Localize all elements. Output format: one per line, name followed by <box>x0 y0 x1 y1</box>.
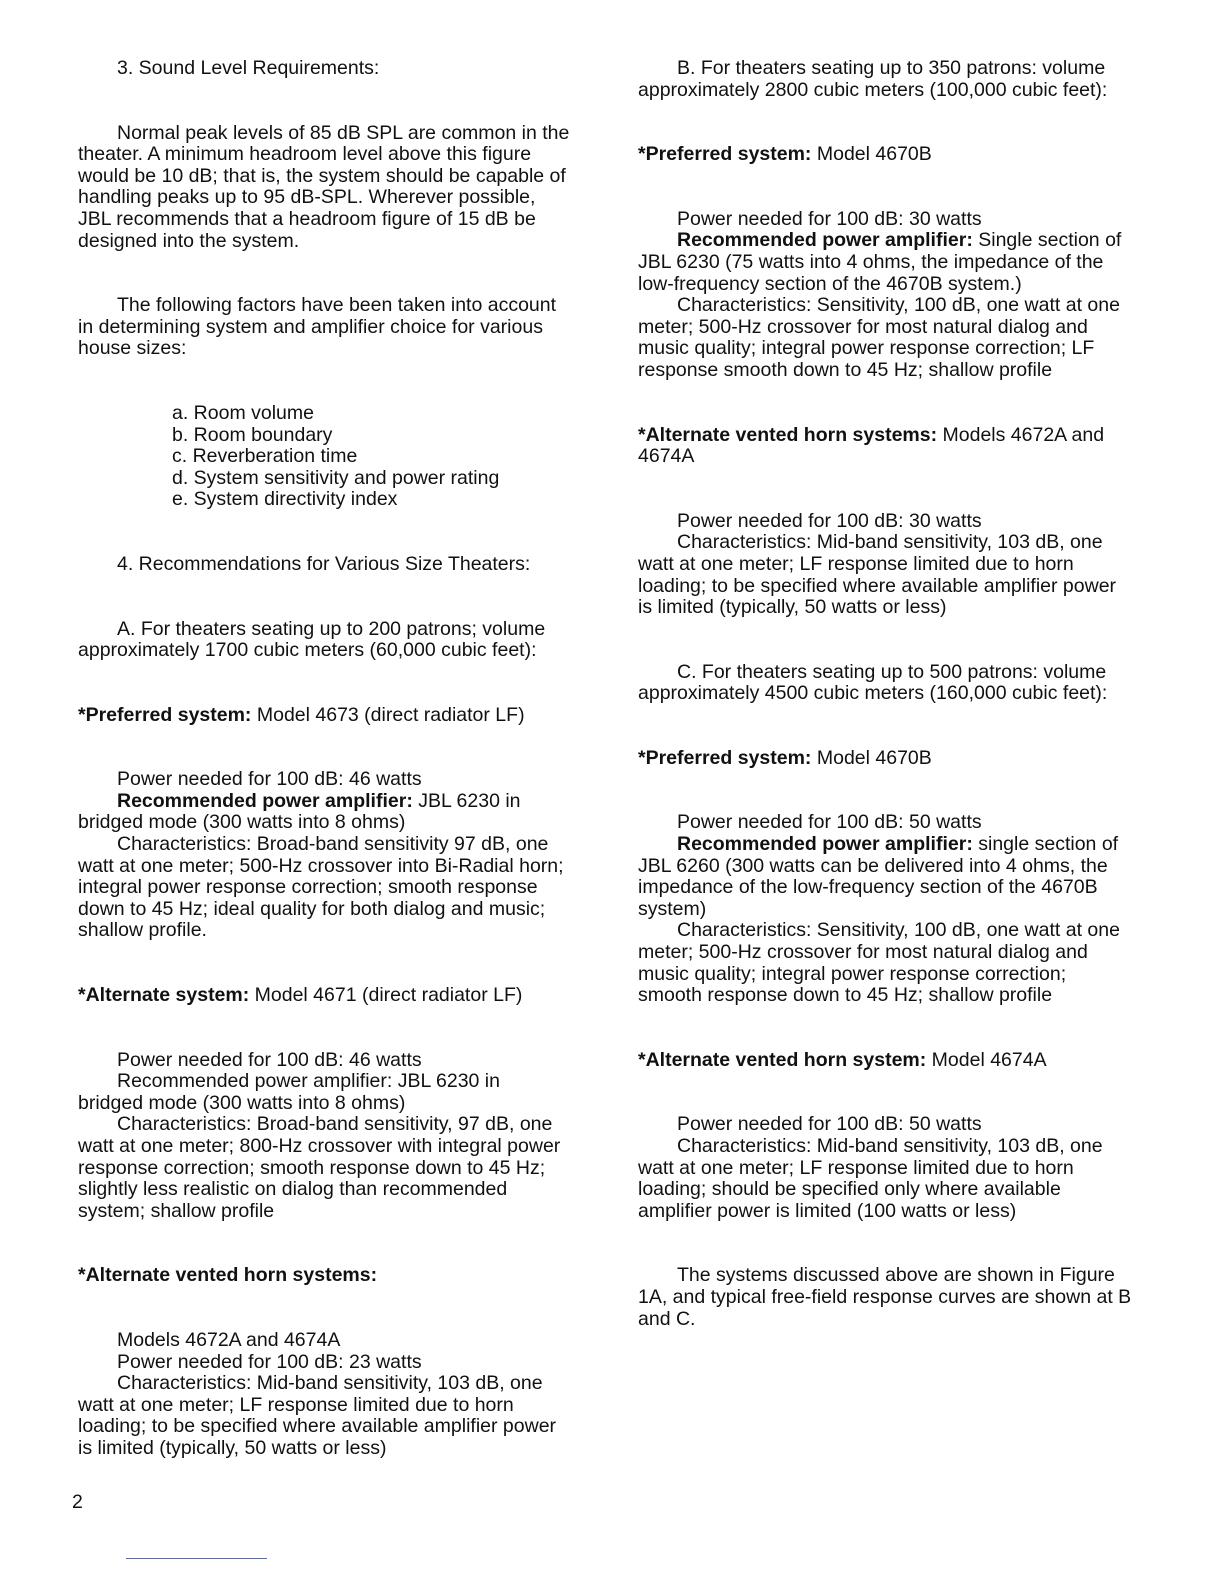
theater-a-preferred-amplifier <box>78 791 570 834</box>
theater-b-vented-power: Power needed for 100 dB: 30 watts <box>677 509 982 532</box>
theater-a-alternate-value: Model 4671 (direct radiator LF) <box>249 984 523 1007</box>
theater-c-vented-characteristics: Characteristics: Mid-band sensitivity, 103 dB, one watt at one meter; LF response limited due to horn loading; should be specified only where available amplifier power is limited (100 watts or less) <box>638 1135 1103 1222</box>
theater-a-intro: A. For theaters seating up to 200 patrons; volume approximately 1700 cubic meters (60,000 cubic feet): <box>78 617 546 662</box>
theater-b-intro: B. For theaters seating up to 350 patrons: volume approximately 2800 cubic meters (100,000 cubic feet): <box>638 57 1108 101</box>
theater-c-preferred-amp-value: single section of JBL 6260 (300 watts can be delivered into 4 ohms, the impedance of the low-frequency section of the 4670B system) <box>638 833 1119 920</box>
theater-a-preferred-label: *Preferred system: <box>78 703 252 726</box>
list-item: b. Room boundary <box>172 423 333 446</box>
theater-a-alternate-system <box>78 985 570 1007</box>
theater-c-vented-value: Model 4674A <box>926 1048 1047 1071</box>
list-item: e. System directivity index <box>172 488 398 511</box>
theater-c-preferred-value: Model 4670B <box>811 746 932 769</box>
theater-c-preferred-power: Power needed for 100 dB: 50 watts <box>677 811 982 834</box>
theater-a-preferred-system <box>78 705 570 727</box>
theater-b-preferred-system <box>638 144 1134 166</box>
list-item: d. System sensitivity and power rating <box>172 466 500 489</box>
theater-a-preferred-value: Model 4673 (direct radiator LF) <box>251 703 525 726</box>
theater-c-preferred-label: *Preferred system: <box>638 746 812 769</box>
theater-b-preferred-characteristics: Characteristics: Sensitivity, 100 dB, one watt at one meter; 500-Hz crossover for most natural dialog and music quality; integral power response correction; LF response smooth down to 45 Hz; shallow profile <box>638 294 1120 381</box>
theater-a-preferred-characteristics: Characteristics: Broad-band sensitivity 97 dB, one watt at one meter; 500-Hz crossover into Bi-Radial horn; integral power response correction; smooth response down to 45 Hz; ideal quality for both dialog and music; shallow profile. <box>78 833 564 942</box>
theater-c-preferred-system <box>638 748 1134 770</box>
theater-a-vented-label: *Alternate vented horn systems: <box>78 1264 378 1287</box>
list-item: a. Room volume <box>172 401 314 424</box>
list-item: c. Reverberation time <box>172 445 358 468</box>
factors-intro-paragraph: The following factors have been taken into account in determining system and amplifier choice for various house sizes: <box>78 294 557 360</box>
theater-a-vented-power: Power needed for 100 dB: 23 watts <box>117 1350 422 1373</box>
theater-b-vented-value: Models 4672A and 4674A <box>638 423 1105 468</box>
theater-a-alternate-characteristics: Characteristics: Broad-band sensitivity, 97 dB, one watt at one meter; 800-Hz crossover with integral power response correction; smooth response down to 45 Hz; slightly less realistic on dialog than recommended system; shallow profile <box>78 1113 561 1222</box>
theater-a-vented-characteristics: Characteristics: Mid-band sensitivity, 103 dB, one watt at one meter; LF response limited due to horn loading; to be specified where available amplifier power is limited (typically, 50 watts or less) <box>78 1372 557 1459</box>
footer-rule <box>126 1558 267 1559</box>
theater-b-vented-characteristics: Characteristics: Mid-band sensitivity, 103 dB, one watt at one meter; LF response limited due to horn loading; to be specified where available amplifier power is limited (typically, 50 watts or less) <box>638 531 1117 619</box>
theater-a-preferred-amp-label: Recommended power amplifier: <box>117 789 413 812</box>
theater-b-preferred-label: *Preferred system: <box>638 143 812 166</box>
theater-a-alternate-label: *Alternate system: <box>78 984 250 1007</box>
sound-level-paragraph: Normal peak levels of 85 dB SPL are common in the theater. A minimum headroom level above this figure would be 10 dB; that is, the system should be capable of handling peaks up to 95 dB-SPL. Wherever possible, JBL recommends that a headroom figure of 15 dB be designed into the system. <box>78 121 570 252</box>
theater-a-vented-models: Models 4672A and 4674A <box>117 1328 341 1351</box>
theater-a-alternate-power: Power needed for 100 dB: 46 watts <box>117 1048 422 1071</box>
theater-c-preferred-amp-label: Recommended power amplifier: <box>677 833 973 856</box>
right-column <box>638 58 1134 1330</box>
theater-b-preferred-amp-label: Recommended power amplifier: <box>677 229 973 252</box>
theater-b-preferred-amplifier <box>638 230 1134 295</box>
theater-c-preferred-characteristics: Characteristics: Sensitivity, 100 dB, one watt at one meter; 500-Hz crossover for most natural dialog and music quality; integral power response correction; smooth response down to 45 Hz; shallow profile <box>638 919 1120 1007</box>
theater-a-alternate-amplifier: Recommended power amplifier: JBL 6230 in bridged mode (300 watts into 8 ohms) <box>78 1070 500 1114</box>
theater-b-preferred-power: Power needed for 100 dB: 30 watts <box>677 207 982 230</box>
section-3-heading: 3. Sound Level Requirements: <box>117 57 380 79</box>
page-number: 2 <box>72 1491 83 1513</box>
theater-c-intro: C. For theaters seating up to 500 patrons: volume approximately 4500 cubic meters (160,000 cubic feet): <box>638 660 1108 705</box>
theater-c-preferred-amplifier <box>638 834 1134 920</box>
theater-a-preferred-power: Power needed for 100 dB: 46 watts <box>117 768 422 791</box>
theater-a-preferred-amp-value: JBL 6230 in bridged mode (300 watts into 8 ohms) <box>78 789 521 834</box>
theater-c-vented-label: *Alternate vented horn system: <box>638 1048 927 1071</box>
theater-b-vented-label: *Alternate vented horn systems: <box>638 423 938 446</box>
theater-c-vented-system <box>638 1050 1134 1072</box>
factors-list <box>78 403 570 511</box>
left-column <box>78 58 570 1460</box>
theater-b-preferred-value: Model 4670B <box>811 143 932 166</box>
theater-b-preferred-amp-value: Single section of JBL 6230 (75 watts into 4 ohms, the impedance of the low-frequency section of the 4670B system.) <box>638 229 1122 295</box>
closing-paragraph: The systems discussed above are shown in Figure 1A, and typical free-field response curves are shown at B and C. <box>638 1264 1132 1330</box>
theater-c-vented-power: Power needed for 100 dB: 50 watts <box>677 1113 982 1136</box>
theater-b-vented-system <box>638 425 1134 468</box>
section-4-heading: 4. Recommendations for Various Size Theaters: <box>117 552 531 575</box>
